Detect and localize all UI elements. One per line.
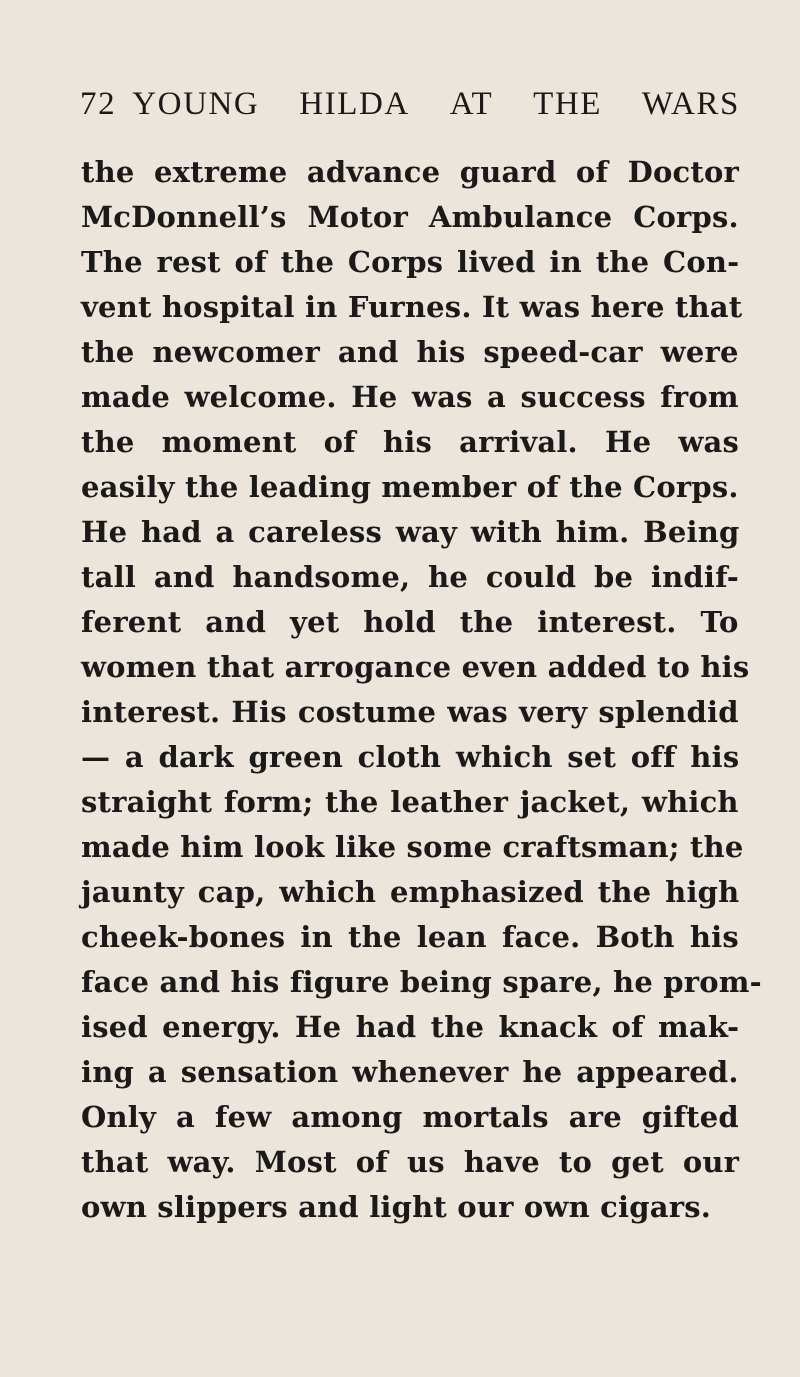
running-head bbox=[80, 86, 740, 126]
text-line: straight form; the leather jacket, which bbox=[81, 785, 739, 819]
body-text bbox=[81, 150, 762, 1230]
text-line: the newcomer and his speed-car were bbox=[81, 335, 739, 369]
text-line: ing a sensation whenever he appeared. bbox=[81, 1055, 739, 1089]
text-line: tall and handsome, he could be indif- bbox=[81, 560, 740, 594]
text-line: vent hospital in Furnes. It was here that bbox=[81, 290, 743, 324]
text-line: made welcome. He was a success from bbox=[81, 380, 739, 414]
text-line: face and his figure being spare, he prom- bbox=[81, 965, 762, 999]
running-head-word: AT bbox=[449, 86, 494, 122]
page-number: 72 bbox=[80, 86, 117, 122]
running-head-word: WARS bbox=[641, 86, 740, 122]
text-line: that way. Most of us have to get our bbox=[81, 1145, 740, 1179]
text-line: Only a few among mortals are gifted bbox=[81, 1100, 739, 1134]
running-head-word: HILDA bbox=[299, 86, 410, 122]
text-line: interest. His costume was very splendid bbox=[81, 695, 739, 729]
running-head-word: YOUNG bbox=[132, 86, 260, 122]
running-head-title bbox=[132, 86, 740, 123]
text-line: made him look like some craftsman; the bbox=[81, 830, 744, 864]
text-line: — a dark green cloth which set off his bbox=[81, 740, 740, 774]
text-line: The rest of the Corps lived in the Con- bbox=[81, 245, 740, 279]
text-line: cheek-bones in the lean face. Both his bbox=[81, 920, 739, 954]
text-line: women that arrogance even added to his bbox=[81, 650, 750, 684]
text-line: He had a careless way with him. Being bbox=[81, 515, 740, 549]
text-line: ised energy. He had the knack of mak- bbox=[81, 1010, 740, 1044]
text-line: McDonnell’s Motor Ambulance Corps. bbox=[81, 200, 739, 234]
text-line: the extreme advance guard of Doctor bbox=[81, 155, 740, 189]
running-head-word: THE bbox=[533, 86, 603, 122]
text-line: jaunty cap, which emphasized the high bbox=[81, 875, 740, 909]
text-line: ferent and yet hold the interest. To bbox=[81, 605, 739, 639]
text-line: own slippers and light our own cigars. bbox=[81, 1190, 712, 1224]
text-line: easily the leading member of the Corps. bbox=[81, 470, 739, 504]
text-line: the moment of his arrival. He was bbox=[81, 425, 740, 459]
